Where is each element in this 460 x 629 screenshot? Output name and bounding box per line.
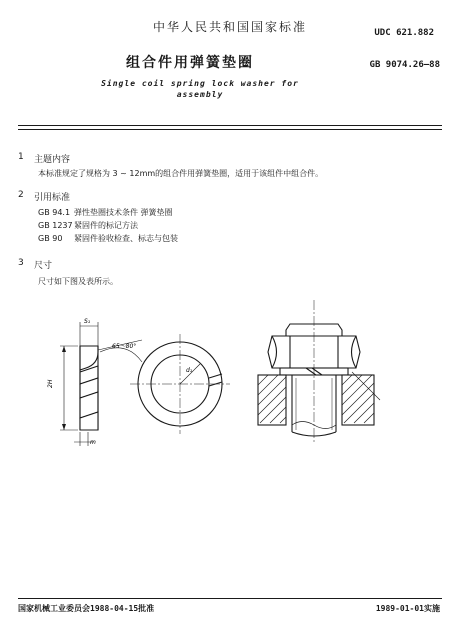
english-title-line1: Single coil spring lock washer for <box>101 79 299 88</box>
udc-code: UDC 621.882 <box>374 28 434 38</box>
washer-side-view <box>60 322 142 446</box>
implementation-date: 1989-01-01实施 <box>375 604 440 613</box>
section-1-text: 本标准规定了规格为 3 ~ 12mm的组合件用弹簧垫圈，适用于该组件中组合件。 <box>38 169 324 178</box>
english-title-line2: assembly <box>176 90 224 99</box>
issuing-organization: 中华人民共和国国家标准 <box>152 20 307 34</box>
assembly-view <box>258 300 380 444</box>
section-3-heading: 尺寸 <box>34 261 53 271</box>
section-3-number: 3 <box>18 258 24 268</box>
thickness-label: S₁ <box>84 318 91 325</box>
reference-title: 弹性垫圈技术条件 弹簧垫圈 <box>74 208 173 217</box>
gap-label: m <box>90 439 96 446</box>
reference-title: 紧固件的标记方法 <box>74 221 138 230</box>
angle-label: 65～80° <box>112 343 137 350</box>
document-title: 组合件用弹簧垫圈 <box>126 55 254 71</box>
footer-rule <box>18 598 442 599</box>
reference-code: GB 90 <box>38 234 63 243</box>
section-3-text: 尺寸如下图及表所示。 <box>38 277 118 286</box>
section-1-number: 1 <box>18 152 24 162</box>
approval-text: 国家机械工业委员会1988-04-15批准 <box>18 604 155 613</box>
section-2-number: 2 <box>18 190 24 200</box>
reference-code: GB 94.1 <box>38 208 71 217</box>
washer-top-view <box>130 334 230 434</box>
standard-number: GB 9074.26—88 <box>369 60 440 70</box>
reference-title: 紧固件验收检查、标志与包装 <box>74 234 178 243</box>
section-1-heading: 主题内容 <box>34 155 71 165</box>
height-label: 2H <box>47 379 54 388</box>
inner-diameter-label: d₁ <box>186 367 193 374</box>
reference-code: GB 1237 <box>38 221 73 230</box>
section-2-heading: 引用标准 <box>34 193 71 203</box>
